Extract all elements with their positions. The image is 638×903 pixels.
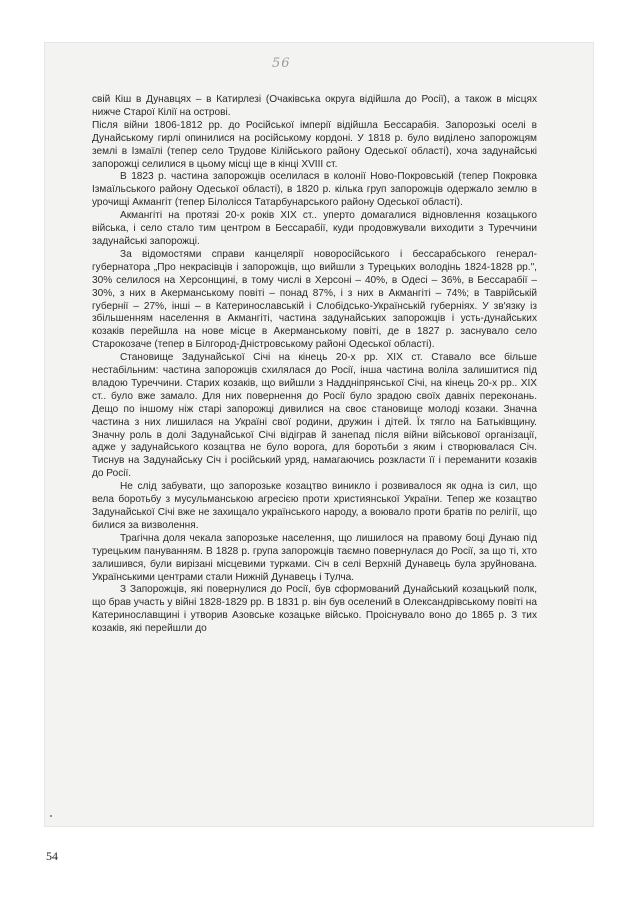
body-text [92, 94, 537, 636]
scan-speck [50, 815, 52, 817]
paragraph-5: За відомостями справи канцелярії новоросійського і бессарабського генерал-губернатора „Про некрасівців і запорожців, що вийшли з Турецьких володінь 1824-1828 рр.", 30% селилося на Херсонщині, в тому числі в Херсоні – 40%, в Одесі – 36%, в Бессарабії – 30%, з них в Акерманському повіті – понад 87%, і з них в Акмангіті – 74%; в Таврійській губернії – 27%, інші – в Катеринославській і Слобідсько-Українській губерніях. У зв'язку із збільшенням населення в Акмангіті, частина задунайських запорожців і усть-дунайських козаків перейшла на нове місце в Акерманському повіті, де в 1827 р. заснувало село Старокозаче (тепер в Білгород-Дністровському районі Одеської області). [92, 248, 537, 351]
paragraph-6: Становище Задунайської Січі на кінець 20-х рр. ХІХ ст. Ставало все більше нестабільним: частина запорожців схилялася до Росії, інша частина воліла залишитися під владою Туреччини. Старих козаків, що вийшли з Наддніпрянської Січі, на кінець 20-х рр.. ХІХ ст.. було вже замало. Для них повернення до Росії було зрадою своїх давніх переконань. Дещо по іншому ніж старі запорожці дивилися на своє становище молоді козаки. Значна частина з них лишилася на Україні свої родини, дружин і дітей. Їх тягло на Батьківщину. Значну роль в долі Задунайської Січі відіграв й занепад після війни військової організації, адже у задунайського козацтва не було ворога, для боротьби з яким і створювалася Січ. Тиснув на Задунайську Січ і російський уряд, намагаючись розкласти її і переманити козаків до Росії. [92, 352, 537, 480]
paragraph-7: Не слід забувати, що запорозьке козацтво виникло і розвивалося як одна із сил, що вела боротьбу з мусульманською агресією проти християнської України. Тепер же козацтво Задунайської Січі вже не захищало українського народу, а воювало проти братів по релігії, що билися за визволення. [92, 481, 537, 531]
paragraph-1: свій Кіш в Дунавцях – в Катирлезі (Очаківська округа відійшла до Росії), а також в місцях нижче Старої Кілії на острові. [92, 94, 537, 118]
paragraph-8: Трагічна доля чекала запорозьке населення, що лишилося на правому боці Дунаю під турецьким пануванням. В 1828 р. група запорожців таємно повернулася до Росії, за що ті, хто залишився, були вирізані місцевими турками. Січ в селі Верхній Дунавець була зруйнована. Українськими центрами стали Нижній Дунавець і Тулча. [92, 532, 537, 583]
paragraph-9: З Запорожців, які повернулися до Росії, був сформований Дунайський козацький полк, що брав участь у війні 1828-1829 рр. В 1831 р. він був оселений в Олександрівському повіті на Катеринославщині і утворив Азовське козацьке військо. Проіснувало воно до 1865 р. З тих козаків, які перейшли до [92, 584, 537, 635]
paragraph-2: Після війни 1806-1812 рр. до Російської імперії відійшла Бессарабія. Запорозькі оселі в Дунайському гирлі опинилися на російському кордоні. У 1818 р. було виділено запорожцям землі в Ізмаїлі (тепер село Трудове Кілійського району Одеської області), хоча задунайські запорожці селилися в цьому місці ще в кінці XVIII ст. [92, 119, 537, 170]
paragraph-3: В 1823 р. частина запорожців оселилася в колонії Ново-Покровській (тепер Покровка Ізмаїльського району Одеської області), в 1820 р. кілька груп запорожців одержало землю в урочищі Акмангіт (тепер Білолісся Татарбунарського району Одеської області). [92, 171, 537, 209]
paragraph-4: Акмангіті на протязі 20-х років ХІХ ст.. уперто домагалися відновлення козацького війська, і село стало тим центром в Бессарабії, куди продовжували виходити з Туреччини задунайські запорожці. [92, 210, 537, 247]
page-number: 54 [46, 849, 58, 863]
handwritten-page-mark: 56 [272, 56, 291, 71]
